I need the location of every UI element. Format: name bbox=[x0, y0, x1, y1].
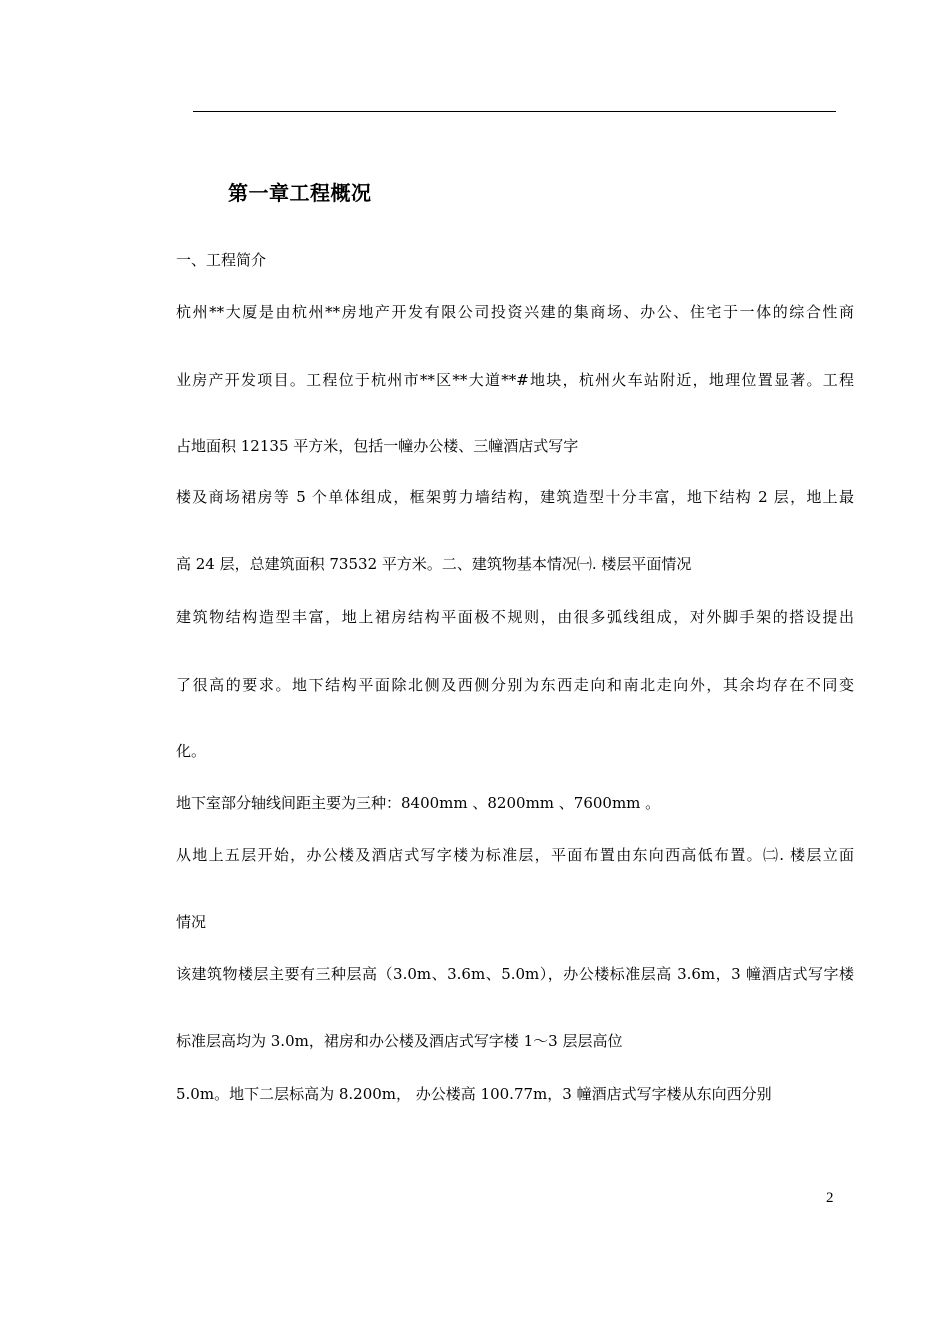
page-number: 2 bbox=[826, 1190, 834, 1206]
paragraph-line: 建筑物结构造型丰富，地上裙房结构平面极不规则，由很多弧线组成，对外脚手架的搭设提出 bbox=[176, 608, 854, 626]
paragraph-line: 标准层高均为 3.0m，裙房和办公楼及酒店式写字楼 1～3 层层高位 bbox=[176, 1032, 623, 1050]
paragraph-line: 地下室部分轴线间距主要为三种：8400mm 、8200mm 、7600mm 。 bbox=[176, 794, 661, 812]
paragraph-line: 占地面积 12135 平方米，包括一幢办公楼、三幢酒店式写字 bbox=[176, 437, 579, 455]
paragraph-line: 5.0m。地下二层标高为 8.200m， 办公楼高 100.77m，3 幢酒店式写字楼从东向西分别 bbox=[176, 1085, 772, 1103]
paragraph-line: 情况 bbox=[176, 913, 207, 931]
paragraph-line: 从地上五层开始，办公楼及酒店式写字楼为标准层，平面布置由东向西高低布置。㈡. 楼层立面 bbox=[176, 846, 854, 864]
section-heading: 一、工程简介 bbox=[176, 251, 267, 269]
paragraph-line: 高 24 层，总建筑面积 73532 平方米。二、建筑物基本情况㈠. 楼层平面情况 bbox=[176, 555, 692, 573]
paragraph-line: 楼及商场裙房等 5 个单体组成，框架剪力墙结构，建筑造型十分丰富，地下结构 2 层，地上最 bbox=[176, 488, 854, 506]
chapter-title: 第一章工程概况 bbox=[228, 181, 372, 205]
paragraph-line: 杭州**大厦是由杭州**房地产开发有限公司投资兴建的集商场、办公、住宅于一体的综合性商 bbox=[176, 303, 854, 321]
paragraph-line: 该建筑物楼层主要有三种层高（3.0m、3.6m、5.0m），办公楼标准层高 3.6m，3 幢酒店式写字楼 bbox=[176, 965, 854, 983]
paragraph-line: 业房产开发项目。工程位于杭州市**区**大道**#地块，杭州火车站附近，地理位置显著。工程 bbox=[176, 371, 854, 389]
paragraph-line: 化。 bbox=[176, 742, 207, 760]
paragraph-line: 了很高的要求。地下结构平面除北侧及西侧分别为东西走向和南北走向外，其余均存在不同变 bbox=[176, 676, 854, 694]
header-rule bbox=[193, 111, 836, 112]
